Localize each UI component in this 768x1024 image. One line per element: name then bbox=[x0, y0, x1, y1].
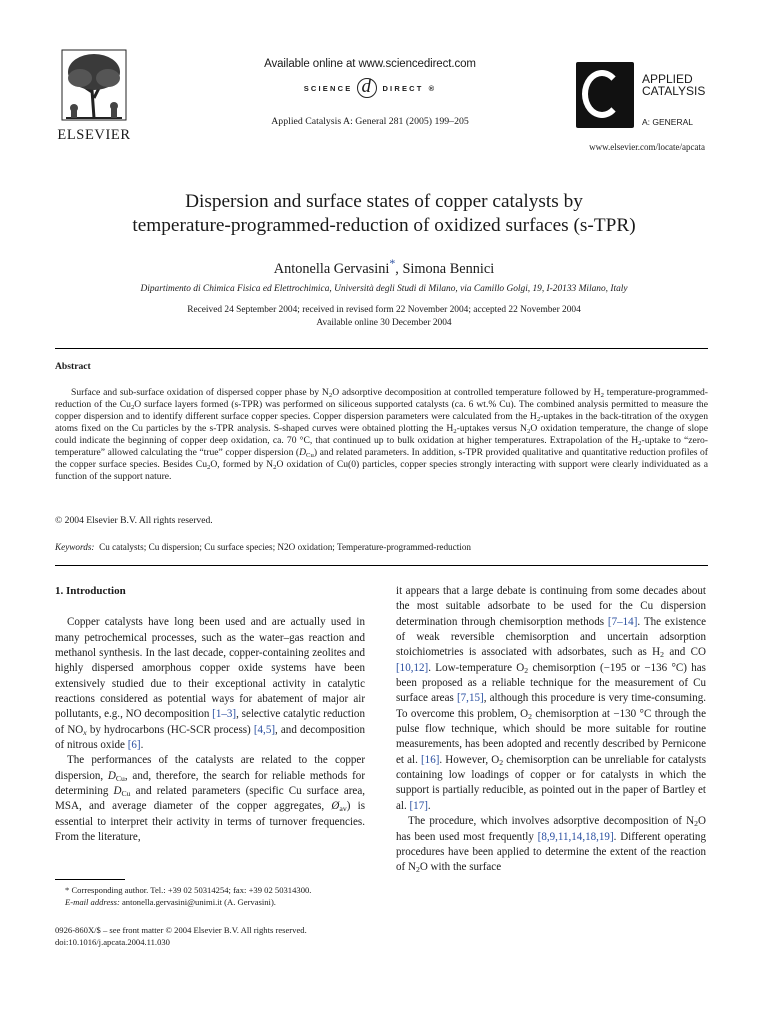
abstract-bottom-rule bbox=[55, 565, 708, 566]
abstract-copyright: © 2004 Elsevier B.V. All rights reserved. bbox=[55, 515, 213, 526]
section-heading: 1. Introduction bbox=[55, 585, 126, 597]
journal-logo-subtitle: A: GENERAL bbox=[642, 117, 694, 127]
citation-link[interactable]: [7–14] bbox=[607, 615, 638, 628]
author-list bbox=[60, 256, 708, 278]
journal-logo bbox=[576, 62, 706, 132]
sd-right-word: DIRECT bbox=[382, 83, 424, 93]
left-column bbox=[55, 584, 365, 846]
citation-link[interactable]: [1–3] bbox=[212, 708, 237, 721]
citation-link[interactable]: [7,15] bbox=[456, 692, 484, 705]
journal-reference: Applied Catalysis A: General 281 (2005) 199–205 bbox=[271, 116, 469, 127]
abstract-heading: Abstract bbox=[55, 361, 91, 372]
intro-paragraph-3: it appears that a large debate is continuing from some decades about the most suitable adsorbate to be used for the Cu dispersion determination through chemisorption methods [7–14]. The existence of weak reversible chemisorption and uncertain adsorption stoichiometries is associated with adsorbates, such as $H_2$ and CO [10,12]. Low-temperature $O_2$ chemisorption (−195 or −136 °C) has been proposed as a reliable technique for the measurement of Cu surface areas [7,15], although this procedure is very time-consuming. To overcome this problem, $O_2$ chemisorption at −130 °C through the pulse flow technique, which should be more suitable for routine measurements, has been adopted and recently described by Pernicone et al. [16]. However, $O_2$ chemisorption can be unreliable for catalysts containing low loadings of copper or for catalysts in which the support is partially reducible, as pointed out in the paper of Bartley et al. [17]. bbox=[396, 585, 707, 812]
article-title bbox=[60, 190, 708, 238]
corresponding-author-note: * Corresponding author. Tel.: +39 02 50314254; fax: +39 02 50314300. bbox=[65, 885, 312, 895]
doi-line[interactable]: doi:10.1016/j.apcata.2004.11.030 bbox=[55, 937, 170, 947]
intro-paragraph-4: The procedure, which involves adsorptive decomposition of $N_2O$ has been used most frequently [8,9,11,14,18,19]. Different operating procedures have been applied to determine the extent of the reaction of $N_2O$ with the surface bbox=[396, 815, 706, 875]
publication-info bbox=[55, 924, 385, 948]
elsevier-logo bbox=[55, 48, 133, 144]
journal-logo-line2: CATALYSIS bbox=[642, 84, 706, 98]
citation-link[interactable]: [8,9,11,14,18,19] bbox=[537, 830, 614, 843]
elsevier-tree-icon bbox=[58, 48, 130, 126]
citation-link[interactable]: [4,5] bbox=[253, 723, 276, 736]
abstract-text: Surface and sub-surface oxidation of dispersed copper phase by $N_2O$ adsorptive decomposition at controlled temperature followed by $H_2$ temperature-programmed-reduction of the $Cu_2O$ surface layers formed (s-TPR) was performed on siliceous supported catalysts (ca. 6 wt.% Cu). The combined analysis permitted to measure the copper dispersion and to identify different surface copper species. Copper dispersion parameters were calculated from the $H_2$-uptakes in the back-titration of the oxygen atoms fixed on the Cu particles by the s-TPR analysis. S-shaped curves were obtained plotting the $H_2$-uptakes versus $N_2O$ oxidation temperature, the change of slope could indicate the beginning of copper deep oxidation, ca. 70 °C, that continued up to bulk oxidation at higher temperatures. Extrapolation of the $H_2$-uptake to “zero-temperature” allowed calculating the “true” copper dispersion $(D_{Cu})$ and related parameters. In addition, s-TPR provided qualitative and quantitative reduction profiles of the copper surface species. Besides $Cu_2O$, formed by $N_2O$ oxidation of Cu(0) particles, copper species strongly interacting with support were clearly individuated as a function of the support nature. bbox=[55, 387, 709, 483]
sciencedirect-header bbox=[230, 58, 510, 127]
title-line-2: temperature-programmed-reduction of oxidized surfaces (s-TPR) bbox=[132, 215, 636, 236]
intro-paragraph-1: Copper catalysts have long been used and are actually used in many petrochemical processes, such as the water–gas reaction and methanol synthesis. In the last decade, copper-containing zeolites and highly dispersed amorphous copper oxide systems have been extensively studied due to their exceptional activity in catalytic reactions considered as potential ways for abatement of major air pollutants, e.g., NO decomposition [1–3], selective catalytic reduction of $NO_x$ by hydrocarbons (HC-SCR process) [4,5], and decomposition of nitrous oxide [6]. bbox=[55, 616, 366, 752]
elsevier-wordmark: ELSEVIER bbox=[57, 127, 131, 143]
keywords bbox=[55, 542, 708, 552]
affiliation: Dipartimento di Chimica Fisica ed Elettrochimica, Università degli Studi di Milano, via Camillo Golgi, 19, I-20133 Milano, Italy bbox=[140, 284, 628, 294]
journal-url[interactable]: www.elsevier.com/locate/apcata bbox=[589, 142, 705, 152]
keywords-label: Keywords: bbox=[55, 542, 95, 552]
title-line-1: Dispersion and surface states of copper catalysts by bbox=[185, 191, 583, 212]
citation-link[interactable]: [10,12] bbox=[396, 661, 429, 674]
journal-logo-title bbox=[642, 73, 705, 97]
citation-link[interactable]: [16] bbox=[421, 753, 440, 766]
available-online-text: Available online at www.sciencedirect.com bbox=[264, 58, 476, 70]
received-dates: Received 24 September 2004; received in revised form 22 November 2004; accepted 22 November 2004 bbox=[187, 305, 581, 315]
email-line bbox=[55, 896, 365, 908]
footnote bbox=[55, 884, 365, 908]
author-2: , Simona Bennici bbox=[395, 260, 495, 277]
keywords-text: Cu catalysts; Cu dispersion; Cu surface species; N2O oxidation; Temperature-programmed-reduction bbox=[99, 542, 472, 552]
available-date: Available online 30 December 2004 bbox=[316, 317, 452, 328]
corresponding-author-link[interactable]: * bbox=[389, 256, 396, 270]
abstract-top-rule bbox=[55, 348, 708, 349]
citation-link[interactable]: [17] bbox=[409, 799, 428, 812]
journal-logo-mark-icon bbox=[576, 62, 634, 128]
sciencedirect-logo bbox=[230, 78, 510, 98]
citation-link[interactable]: [6] bbox=[127, 739, 141, 752]
footnote-rule bbox=[55, 879, 125, 880]
journal-logo-line1: APPLIED bbox=[642, 72, 693, 86]
sciencedirect-d-icon bbox=[357, 78, 377, 98]
article-dates bbox=[60, 304, 708, 329]
sd-registered-mark: ® bbox=[428, 83, 437, 93]
intro-paragraph-2: The performances of the catalysts are related to the copper dispersion, $D_{Cu}$, and, therefore, the search for reliable methods for determining $D_{Cu}$ and related parameters (specific Cu surface area, MSA, and average diameter of the copper aggregates, $Ø_{av}$) is essential to interpret their activity in terms of turnover frequencies. From the literature, bbox=[55, 754, 365, 844]
sd-left-word: SCIENCE bbox=[303, 83, 353, 93]
author-1: Antonella Gervasini bbox=[273, 260, 390, 277]
issn-line: 0926-860X/$ – see front matter © 2004 Elsevier B.V. All rights reserved. bbox=[55, 925, 307, 935]
email-label: E-mail address: bbox=[65, 897, 120, 907]
email-address[interactable]: antonella.gervasini@unimi.it (A. Gervasini). bbox=[121, 897, 276, 907]
right-column bbox=[396, 584, 706, 876]
